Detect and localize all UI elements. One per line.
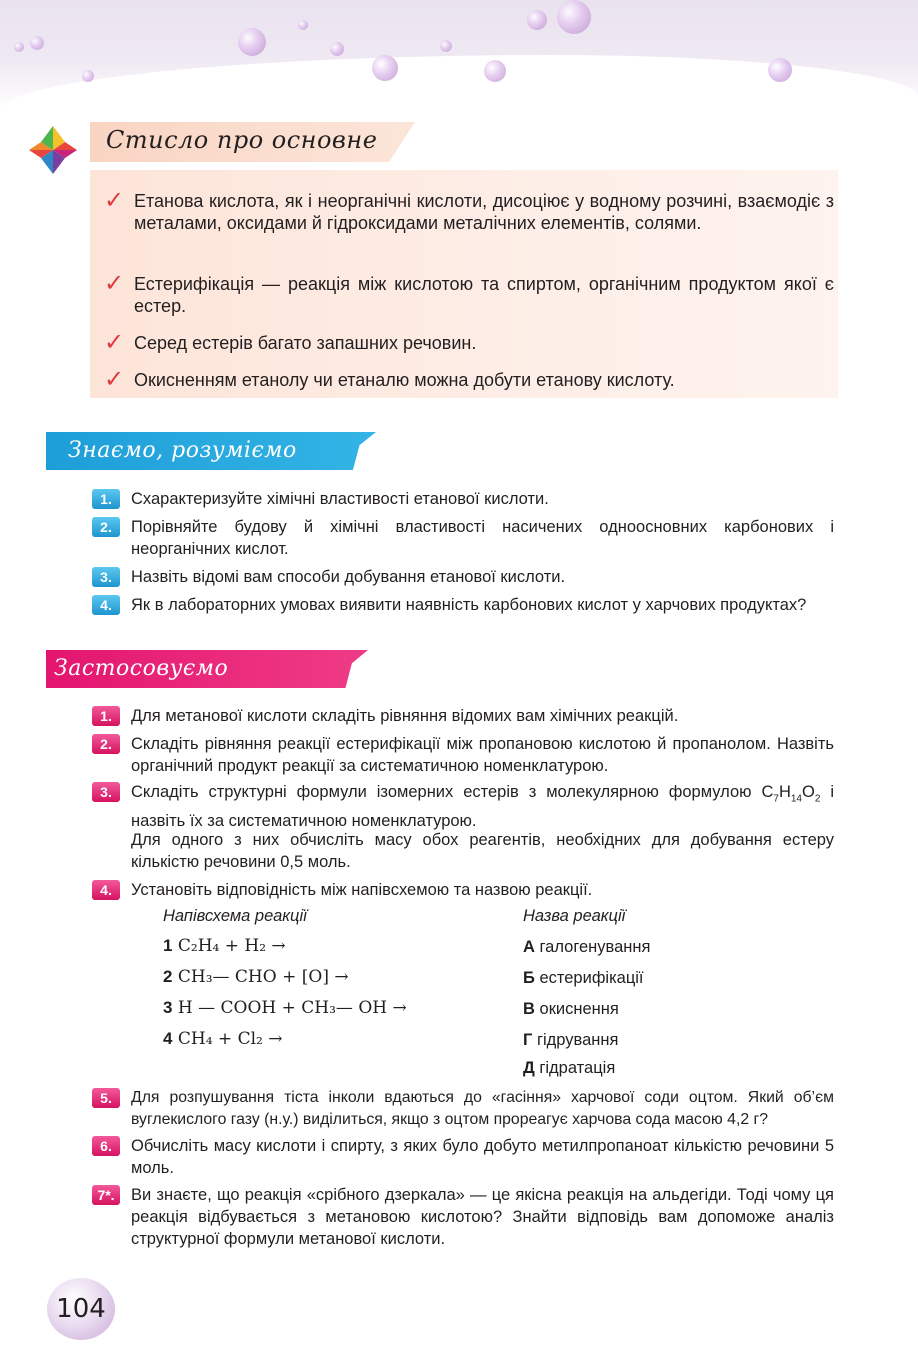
question-number: 6.	[92, 1136, 120, 1156]
question-number: 5.	[92, 1088, 120, 1108]
bubble-decoration	[484, 60, 506, 82]
know-section-title: Знаємо, розуміємо	[68, 438, 297, 463]
question-number: 1.	[92, 706, 120, 726]
bubble-decoration	[768, 58, 792, 82]
checkmark-icon: ✓	[104, 187, 125, 214]
reaction-name-column-header: Назва реакції	[523, 907, 626, 925]
scheme-row: 3 H — COOH + CH₃— OH →	[163, 998, 407, 1018]
question-number: 4.	[92, 595, 120, 615]
question-number: 3.	[92, 567, 120, 587]
question-text: Для розпушування тіста інколи вдаються до «гасіння» харчової соди оцтом. Який об’єм вуглекислого газу (н.у.) виділиться, якщо з оцтом прореагує харчова сода масою 4,2 г?	[131, 1089, 834, 1128]
apply-question	[92, 733, 834, 777]
bubble-decoration	[557, 0, 591, 34]
bubble-decoration	[372, 55, 398, 81]
checkmark-icon: ✓	[104, 270, 125, 297]
apply-question	[92, 879, 834, 901]
apply-question	[92, 781, 834, 832]
page-number: 104	[47, 1278, 115, 1340]
checkmark-icon: ✓	[104, 329, 125, 356]
apply-question-continuation	[92, 829, 834, 873]
question-text: Установіть відповідність між напівсхемою та назвою реакції.	[131, 881, 593, 899]
reaction-name-row: Г гідрування	[523, 1031, 619, 1049]
summary-item-text: Окисненням етанолу чи етаналю можна добути етанову кислоту.	[134, 370, 675, 390]
reaction-name-row: Д гідратація	[523, 1059, 616, 1077]
reaction-name-row: В окиснення	[523, 1000, 619, 1018]
apply-section-title: Застосовуємо	[54, 656, 229, 681]
summary-title: Стисло про основне	[106, 126, 378, 154]
know-question	[92, 594, 834, 616]
checkmark-icon: ✓	[104, 366, 125, 393]
question-text-part: Складіть структурні формули ізомерних естерів з молекулярною формулою	[131, 783, 752, 801]
question-text: Назвіть відомі вам способи добування етанової кислоти.	[131, 568, 566, 586]
bubble-decoration	[440, 40, 452, 52]
summary-item	[104, 187, 834, 234]
apply-question	[92, 1135, 834, 1179]
apply-question	[92, 1184, 834, 1250]
question-text: Обчисліть масу кислоти і спирту, з яких було добуто метилпропаноат кількістю речовини 5 моль.	[131, 1137, 834, 1177]
question-number: 1.	[92, 489, 120, 509]
reaction-name-row: А галогенування	[523, 938, 651, 956]
bubble-decoration	[527, 10, 547, 30]
question-text: Ви знаєте, що реакція «срібного дзеркала» — це якісна реакція на альдегіди. Тоді чому ця реакція відбувається з метановою кислотою? Знайти відповідь вам допоможе аналіз структурної формули метанової кислоти.	[131, 1186, 834, 1248]
diamond-logo-icon	[27, 124, 79, 176]
summary-item	[104, 270, 834, 317]
question-text: Для одного з них обчисліть масу обох реагентів, необхідних для добування естеру кількістю речовини 0,5 моль.	[131, 831, 834, 871]
scheme-row: 4 CH₄ + Cl₂ →	[163, 1029, 283, 1049]
know-question	[92, 488, 834, 510]
know-question	[92, 516, 834, 560]
scheme-row: 2 CH₃— CHO + [O] →	[163, 967, 349, 987]
question-text: Схарактеризуйте хімічні властивості етанової кислоти.	[131, 490, 549, 508]
bubble-decoration	[30, 36, 44, 50]
bubble-decoration	[238, 28, 266, 56]
scheme-column-header: Напівсхема реакції	[163, 907, 307, 925]
question-text: Складіть рівняння реакції естерифікації між пропановою кислотою й пропанолом. Назвіть органічний продукт реакції за систематичною номенклатурою.	[131, 735, 834, 775]
bubble-decoration	[298, 20, 308, 30]
question-text: Як в лабораторних умовах виявити наявність карбонових кислот у харчових продуктах?	[131, 596, 807, 614]
summary-item-text: Етанова кислота, як і неорганічні кислоти, дисоціює у водному розчині, взаємодіє з металами, оксидами й гідроксидами металічних елементів, солями.	[134, 191, 834, 233]
question-text: Для метанової кислоти складіть рівняння відомих вам хімічних реакцій.	[131, 707, 679, 725]
question-text: Порівняйте будову й хімічні властивості насичених одноосновних карбонових і неорганічних кислот.	[131, 518, 834, 558]
bubble-decoration	[14, 42, 24, 52]
bubble-decoration	[330, 42, 344, 56]
question-number: 2.	[92, 734, 120, 754]
molecular-formula: $C_7H_{14}O_2$	[761, 783, 821, 805]
summary-item	[104, 366, 834, 393]
question-text	[131, 781, 834, 832]
bubble-decoration	[82, 70, 94, 82]
apply-question	[92, 705, 834, 727]
question-number: 4.	[92, 880, 120, 900]
reaction-name-row: Б естерифікації	[523, 969, 644, 987]
summary-item	[104, 329, 834, 356]
scheme-row: 1 C₂H₄ + H₂ →	[163, 936, 286, 956]
question-number: 3.	[92, 782, 120, 802]
header-banner	[0, 0, 918, 110]
summary-item-text: Естерифікація — реакція між кислотою та спиртом, органічним продуктом якої є естер.	[134, 274, 834, 316]
question-text-part: і назвіть їх за систематичною номенклатурою.	[131, 783, 834, 831]
apply-question	[92, 1087, 834, 1131]
know-question	[92, 566, 834, 588]
summary-item-text: Серед естерів багато запашних речовин.	[134, 333, 477, 353]
question-number: 7*.	[92, 1185, 120, 1205]
question-number: 2.	[92, 517, 120, 537]
